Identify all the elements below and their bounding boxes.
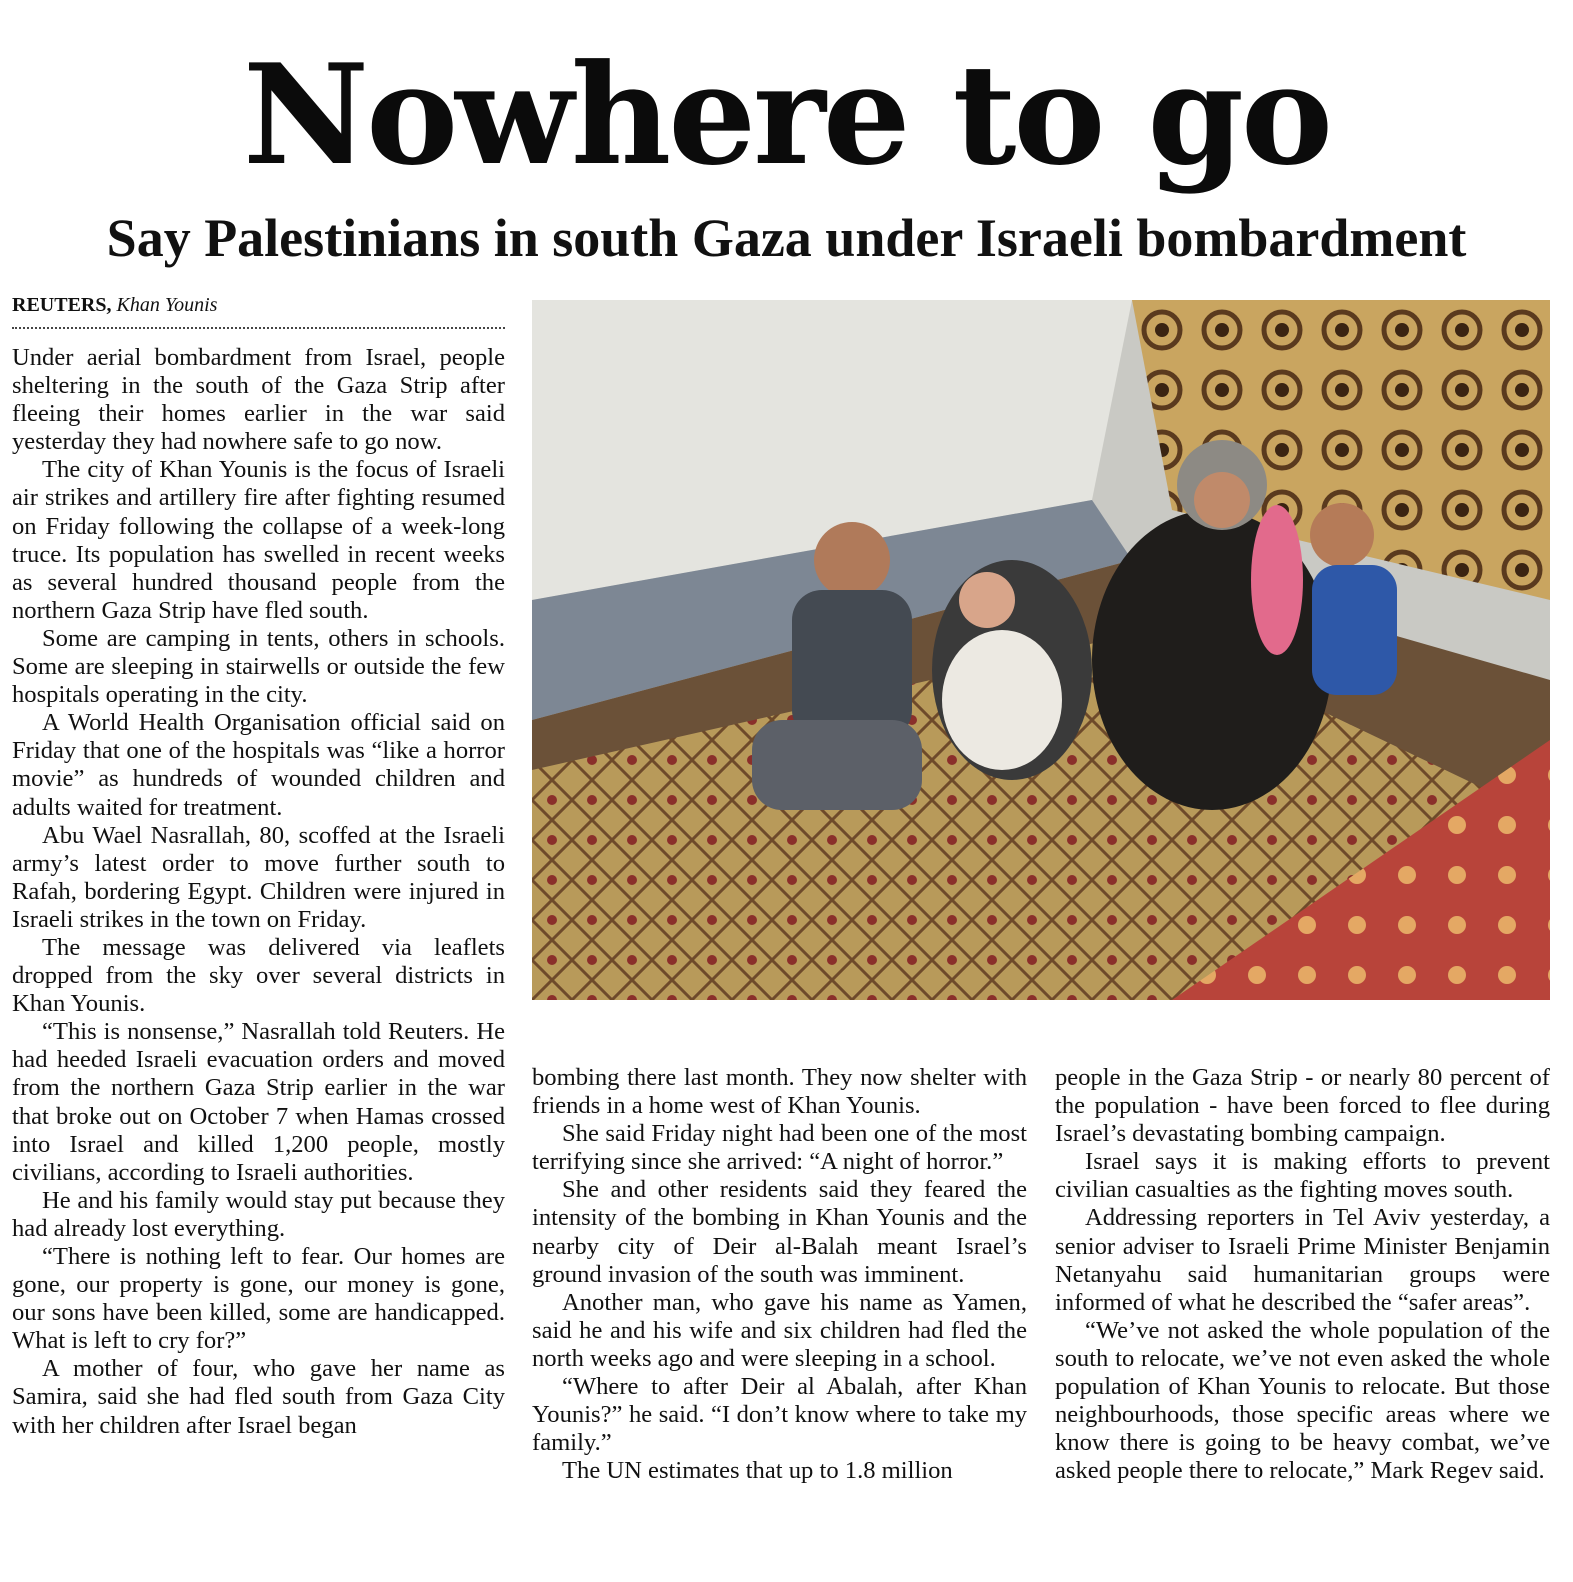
paragraph: “There is nothing left to fear. Our homes are gone, our property is gone, our money is gone, our sons have been killed, some are handicapped. What is left to cry for?” [12, 1243, 505, 1355]
paragraph: bombing there last month. They now shelter with friends in a home west of Khan Younis. [532, 1064, 1027, 1120]
paragraph: A mother of four, who gave her name as Samira, said she had fled south from Gaza City with her children after Israel began [12, 1355, 505, 1439]
article-column-3 [1055, 1064, 1550, 1485]
paragraph: Israel says it is making efforts to prevent civilian casualties as the fighting moves south. [1055, 1148, 1550, 1204]
byline [12, 292, 505, 318]
paragraph: A World Health Organisation official said on Friday that one of the hospitals was “like a horror movie” as hundreds of wounded children and adults waited for treatment. [12, 709, 505, 821]
paragraph: He and his family would stay put because they had already lost everything. [12, 1186, 505, 1242]
news-photo [532, 300, 1550, 1000]
paragraph: “Where to after Deir al Abalah, after Khan Younis?” he said. “I don’t know where to take my family.” [532, 1373, 1027, 1457]
paragraph: Another man, who gave his name as Yamen, said he and his wife and six children had fled the north weeks ago and were sleeping in a school. [532, 1288, 1027, 1372]
byline-location: Khan Younis [116, 294, 218, 316]
paragraph: Some are camping in tents, others in schools. Some are sleeping in stairwells or outside the few hospitals operating in the city. [12, 624, 505, 709]
byline-agency: REUTERS, [12, 294, 112, 316]
headline: Nowhere to go [242, 33, 1331, 196]
paragraph: The UN estimates that up to 1.8 million [562, 1457, 953, 1485]
paragraph: people in the Gaza Strip - or nearly 80 percent of the population - have been forced to flee during Israel’s devastating bombing campaign. [1055, 1064, 1550, 1148]
paragraph: She said Friday night had been one of the most terrifying since she arrived: “A night of horror.” [532, 1120, 1027, 1176]
article-column-2 [532, 1064, 1027, 1485]
paragraph: Addressing reporters in Tel Aviv yesterday, a senior adviser to Israeli Prime Minister Benjamin Netanyahu said humanitarian groups were informed of what he described the “safer areas”. [1055, 1204, 1550, 1316]
subheadline: Say Palestinians in south Gaza under Israeli bombardment [106, 208, 1467, 268]
paragraph: Under aerial bombardment from Israel, people sheltering in the south of the Gaza Strip after fleeing their homes earlier in the war said yesterday they had nowhere safe to go now. [12, 344, 505, 456]
paragraph: The city of Khan Younis is the focus of Israeli air strikes and artillery fire after fighting resumed on Friday following the collapse of a week-long truce. Its population has swelled in recent weeks as several hundred thousand people from the northern Gaza Strip have fled south. [12, 456, 505, 624]
article-column-1 [12, 344, 505, 1440]
paragraph: The message was delivered via leaflets dropped from the sky over several districts in Khan Younis. [12, 933, 505, 1018]
paragraph: “We’ve not asked the whole population of the south to relocate, we’ve not even asked the whole population of Khan Younis to relocate. But those neighbourhoods, those specific areas where we know there is going to be heavy combat, we’ve asked people there to relocate,” Mark Regev said. [1055, 1316, 1550, 1485]
paragraph: She and other residents said they feared the intensity of the bombing in Khan Younis and the nearby city of Deir al-Balah meant Israel’s ground invasion of the south was imminent. [532, 1176, 1027, 1288]
paragraph: Abu Wael Nasrallah, 80, scoffed at the Israeli army’s latest order to move further south to Rafah, bordering Egypt. Children were injured in Israeli strikes in the town on Friday. [12, 821, 505, 933]
paragraph: “This is nonsense,” Nasrallah told Reuters. He had heeded Israeli evacuation orders and moved from the northern Gaza Strip earlier in the war that broke out on October 7 when Hamas crossed into Israel and killed 1,200 people, mostly civilians, according to Israeli authorities. [12, 1018, 505, 1186]
dotted-divider [12, 327, 505, 329]
